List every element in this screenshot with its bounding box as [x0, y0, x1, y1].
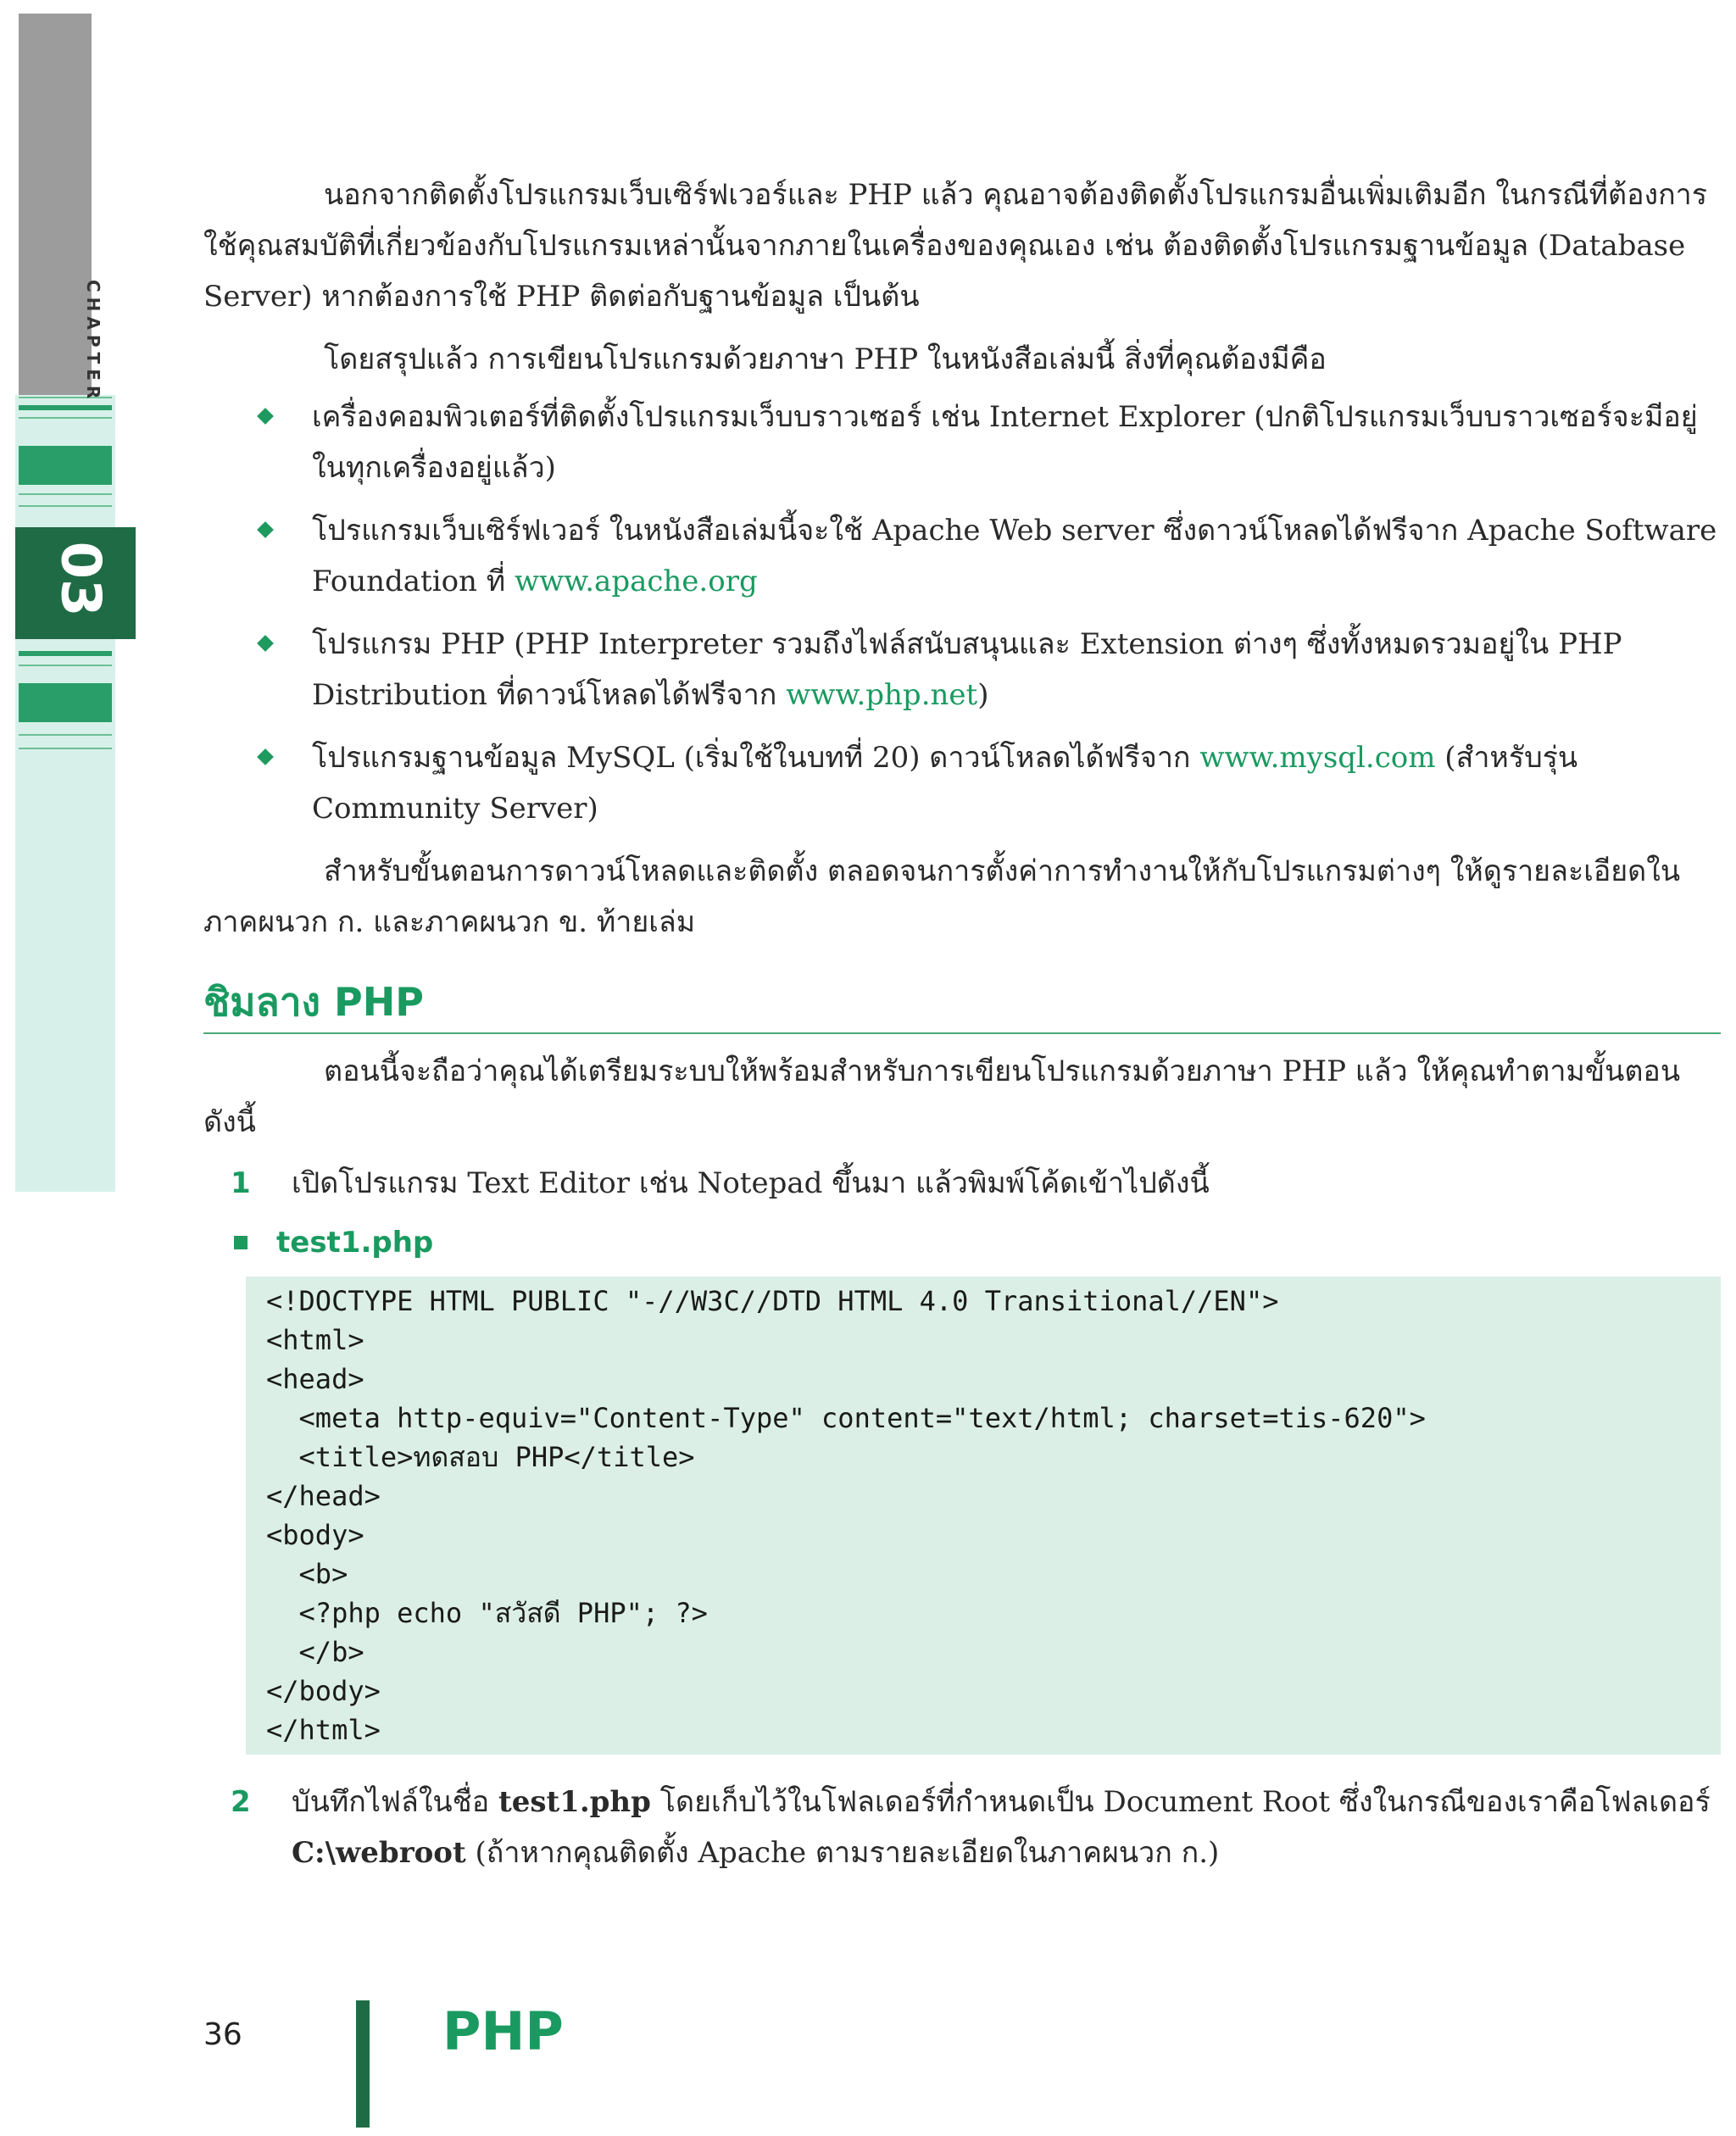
diamond-bullet-icon [257, 408, 274, 425]
list-item-text: (สำหรับรุ่น Community Server) [312, 741, 1578, 826]
chapter-label: CHAPTER [83, 280, 103, 404]
step-number: 2 [231, 1785, 251, 1819]
paragraph: โดยสรุปแล้ว การเขียนโปรแกรมด้วยภาษา PHP ในหนังสือเล่มนี้ สิ่งที่คุณต้องมีคือ [324, 342, 1327, 376]
footer-divider [356, 2000, 370, 2128]
code-line: <html> [266, 1324, 364, 1356]
sidebar-stripe [19, 505, 112, 507]
step-text: เปิดโปรแกรม Text Editor เช่น Notepad ขึ้นมา แล้วพิมพ์โค้ดเข้าไปดังนี้ [292, 1166, 1210, 1200]
code-line: <body> [266, 1519, 364, 1551]
code-line: </body> [266, 1675, 381, 1707]
code-line: </html> [266, 1714, 381, 1746]
step-number: 1 [231, 1166, 251, 1200]
list-item-text: โปรแกรมเว็บเซิร์ฟเวอร์ ในหนังสือเล่มนี้จะใช้ Apache Web server ซึ่งดาวน์โหลดได้ฟรีจาก Apache Software Foundation ที่ [312, 514, 1717, 598]
code-line: </b> [266, 1636, 364, 1668]
list-item-text: ) [977, 678, 989, 712]
sidebar-stripe [19, 734, 112, 736]
code-filename-text: test1.php [276, 1226, 434, 1260]
sidebar-stripe [19, 493, 112, 495]
code-line: </head> [266, 1480, 381, 1512]
step-text: บันทึกไฟล์ในชื่อ [292, 1785, 498, 1819]
sidebar-stripe [19, 405, 112, 410]
php-link[interactable]: www.php.net [786, 678, 978, 712]
chapter-number-box [15, 527, 136, 639]
apache-link[interactable]: www.apache.org [514, 565, 758, 598]
code-line: <?php echo "สวัสดี PHP"; ?> [266, 1597, 708, 1629]
paragraph: ตอนนี้จะถือว่าคุณได้เตรียมระบบให้พร้อมสำหรับการเขียนโปรแกรมด้วยภาษา PHP แล้ว ให้คุณทำตามขั้นตอนดังนี้ [203, 1054, 1681, 1139]
square-bullet-icon [234, 1236, 248, 1249]
step-folder: C:\webroot [292, 1836, 466, 1870]
list-item-text: เครื่องคอมพิวเตอร์ที่ติดตั้งโปรแกรมเว็บบราวเซอร์ เช่น Internet Explorer (ปกติโปรแกรมเว็บบราวเซอร์จะมีอยู่ในทุกเครื่องอยู่แล้ว) [312, 400, 1698, 485]
paragraph: สำหรับขั้นตอนการดาวน์โหลดและติดตั้ง ตลอดจนการตั้งค่าการทำงานให้กับโปรแกรมต่างๆ ให้ดูรายละเอียดในภาคผนวก ก. และภาคผนวก ข. ท้ายเล่ม [203, 854, 1681, 939]
sidebar-stripe [19, 665, 112, 666]
code-line: <title>ทดสอบ PHP</title> [266, 1441, 695, 1473]
code-line: <b> [266, 1558, 348, 1590]
chapter-number: 03 [48, 541, 112, 617]
list-item [312, 505, 1721, 607]
sidebar-stripe [19, 651, 112, 656]
code-line: <!DOCTYPE HTML PUBLIC "-//W3C//DTD HTML 4.0 Transitional//EN"> [266, 1285, 1279, 1317]
diamond-bullet-icon [257, 748, 274, 765]
list-item [312, 732, 1721, 834]
sidebar-gray-band [19, 14, 92, 395]
code-line: <meta http-equiv="Content-Type" content="text/html; charset=tis-620"> [266, 1402, 1426, 1434]
footer-title: PHP [442, 2000, 564, 2062]
sidebar-stripe-block [19, 446, 112, 485]
step-text: โดยเก็บไว้ในโฟลเดอร์ที่กำหนดเป็น Document Root ซึ่งในกรณีของเราคือโฟลเดอร์ [650, 1785, 1711, 1819]
step-2 [203, 1777, 1721, 1878]
list-item [312, 392, 1721, 493]
list-item [312, 619, 1721, 720]
list-item-text: โปรแกรมฐานข้อมูล MySQL (เริ่มใช้ในบทที่ 20) ดาวน์โหลดได้ฟรีจาก [312, 741, 1200, 775]
step-filename: test1.php [498, 1785, 651, 1819]
diamond-bullet-icon [257, 635, 274, 652]
requirements-list [203, 392, 1721, 834]
sidebar-stripe [19, 417, 112, 419]
code-filename [203, 1219, 1721, 1266]
step-1 [203, 1158, 1721, 1209]
page-content [203, 170, 1721, 1878]
sidebar-light-band [15, 395, 115, 1192]
mysql-link[interactable]: www.mysql.com [1199, 741, 1436, 775]
code-line: <head> [266, 1363, 364, 1395]
code-block [246, 1277, 1721, 1755]
step-text: (ถ้าหากคุณติดตั้ง Apache ตามรายละเอียดในภาคผนวก ก.) [465, 1836, 1220, 1870]
diamond-bullet-icon [257, 521, 274, 538]
paragraph: นอกจากติดตั้งโปรแกรมเว็บเซิร์ฟเวอร์และ PHP แล้ว คุณอาจต้องติดตั้งโปรแกรมอื่นเพิ่มเติมอีก ในกรณีที่ต้องการใช้คุณสมบัติที่เกี่ยวข้องกับโปรแกรมเหล่านั้นจากภายในเครื่องของคุณเอง เช่น ต้องติดตั้งโปรแกรมฐานข้อมูล (Database Server) หากต้องการใช้ PHP ติดต่อกับฐานข้อมูล เป็นต้น [203, 178, 1708, 314]
page-number: 36 [203, 2017, 242, 2052]
section-heading: ชิมลาง PHP [203, 976, 1721, 1034]
sidebar-stripe-block [19, 683, 112, 722]
sidebar-stripe [19, 748, 112, 749]
list-item-text: โปรแกรม PHP (PHP Interpreter รวมถึงไฟล์สนับสนุนและ Extension ต่างๆ ซึ่งทั้งหมดรวมอยู่ใน PHP Distribution ที่ดาวน์โหลดได้ฟรีจาก [312, 627, 1622, 712]
